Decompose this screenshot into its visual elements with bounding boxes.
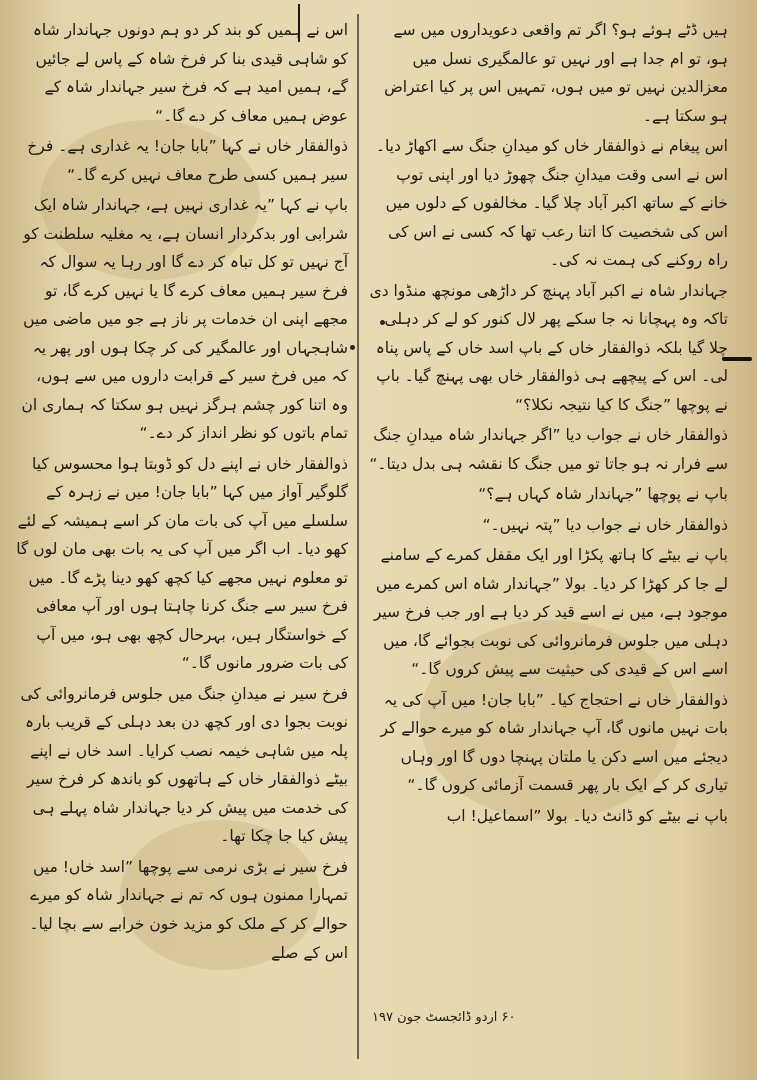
paragraph: باپ نے کہا ”یہ غداری نہیں ہے، جہاندار شاہ ایک شرابی اور بدکردار انسان ہے، یہ مغلیہ سلطنت کو آج نہیں تو کل تباہ کر دے گا اور رہا یہ سوال کہ فرخ سیر ہمیں معاف کرے گا یا نہیں کرے گا، تو مجھے اپنی ان خدمات پر ناز ہے جو میں ماضی میں شاہجہاں اور عالمگیر کی کر چکا ہوں اور پھر یہ کہ میں فرخ سیر کے قرابت داروں میں سے ہوں، وہ اتنا کور چشم ہرگز نہیں ہو سکتا کہ ہماری ان تمام باتوں کو نظر انداز کر دے۔“: [21, 196, 348, 443]
paragraph: باپ نے بیٹے کو ڈانٹ دیا۔ بولا ”اسماعیل! اب: [446, 806, 728, 825]
paragraph: ذوالفقار خاں نے احتجاج کیا۔ ”بابا جان! میں آپ کی یہ بات نہیں مانوں گا، آپ جہاندار شاہ کو میرے حوالے کر دیجئے میں اسے دکن یا ملتان پہنچا دوں گا اور وہاں تیاری کر کے ایک بار پھر قسمت آزمائی کروں گا۔“: [380, 690, 728, 795]
paragraph: فرخ سیر نے میدانِ جنگ میں جلوس فرمانروائی کی نوبت بجوا دی اور کچھ دن بعد دہلی کے قریب بارہ پلہ میں شاہی خیمہ نصب کرایا۔ اسد خاں نے اپنے بیٹے ذوالفقار خاں کے ہاتھوں کو باندھ کر فرخ سیر کی خدمت میں پیش کر دیا جہاندار شاہ پہلے ہی پیش کیا جا چکا تھا۔: [20, 684, 348, 846]
paragraph: ہیں ڈٹے ہوئے ہو؟ اگر تم واقعی دعویداروں میں سے ہو، تو ام جدا ہے اور نہیں تو عالمگیری نسل میں معزالدین نہیں تو میں ہوں، تمہیں اس پر کیا اعتراض ہو سکتا ہے۔: [384, 21, 728, 125]
paragraph: ذوالفقار خاں نے جواب دیا ”اگر جہاندار شاہ میدانِ جنگ سے فرار نہ ہو جاتا تو میں جنگ کا نقشہ ہی بدل دیتا۔“: [369, 426, 728, 473]
right-text-column: [368, 16, 728, 832]
paragraph: جہاندار شاہ نے اکبر آباد پہنچ کر داڑھی مونچھ منڈوا دی تاکہ وہ پہچانا نہ جا سکے پھر لال کنور کو لے کر دہلی چلا گیا بلکہ ذوالفقار خاں کے باپ اسد خاں کے پاس پناہ لی۔ اس کے پیچھے ہی ذوالفقار خاں بھی پہنچ گیا۔ باپ نے پوچھا ”جنگ کا کیا نتیجہ نکلا؟“: [369, 281, 728, 414]
paragraph: اس پیغام نے ذوالفقار خاں کو میدانِ جنگ سے اکھاڑ دیا۔ اس نے اسی وقت میدانِ جنگ چھوڑ دیا اور اپنی توپ خانے کے ساتھ اکبر آباد چلا گیا۔ مخالفوں کے دلوں میں اس کی شخصیت کا اتنا رعب تھا کہ کسی نے اس کی راہ روکنے کی ہمت نہ کی۔: [375, 137, 728, 270]
paragraph: باپ نے پوچھا ”جہاندار شاہ کہاں ہے؟“: [478, 485, 728, 504]
page-footer: ۶۰ اردو ڈائجسٹ جون ۱۹۷: [372, 1010, 516, 1025]
column-divider: [357, 14, 359, 1059]
paragraph: فرخ سیر نے بڑی نرمی سے پوچھا ”اسد خاں! میں تمہارا ممنون ہوں کہ تم نے جہاندار شاہ کو میرے حوالے کر کے ملک کو مزید خون خرابے سے بچا لیا۔ اس کے صلے: [29, 857, 348, 962]
left-text-column: [16, 16, 348, 969]
paragraph: اس نے ہمیں کو بند کر دو ہم دونوں جہاندار شاہ کو شاہی قیدی بنا کر فرخ شاہ کے پاس لے جائیں گے، ہمیں امید ہے کہ فرخ سیر جہاندار شاہ کے عوض ہمیں معاف کر دے گا۔“: [32, 21, 348, 125]
margin-dot: [350, 345, 355, 350]
paragraph: ذوالفقار خاں نے جواب دیا ”پتہ نہیں۔“: [482, 515, 728, 534]
paragraph: ذوالفقار خاں نے کہا ”بابا جان! یہ غداری ہے۔ فرخ سیر ہمیں کسی طرح معاف نہیں کرے گا۔“: [27, 137, 348, 184]
paragraph: ذوالفقار خاں نے اپنے دل کو ڈوبتا ہوا محسوس کیا گلوگیر آواز میں کہا ”بابا جان! میں نے زہرہ کے سلسلے میں آپ کی بات مان کر اسے ہمیشہ کے لئے کھو دیا۔ اب اگر میں آپ کی یہ بات بھی مان لوں گا تو معلوم نہیں مجھے کیا کچھ کھو دینا پڑے گا۔ میں فرخ سیر سے جنگ کرنا چاہتا ہوں اور آپ معافی کے خواستگار ہیں، بہرحال کچھ بھی ہو، میں آپ کی بات ضرور مانوں گا۔“: [16, 454, 348, 673]
paragraph: باپ نے بیٹے کا ہاتھ پکڑا اور ایک مقفل کمرے کے سامنے لے جا کر کھڑا کر دیا۔ بولا ”جہاندار شاہ اس کمرے میں موجود ہے، میں نے اسے قید کر دیا ہے اور جب فرخ سیر دہلی میں جلوس فرمانروائی کی نوبت بجوائے گا، میں اسے اس کے قیدی کی حیثیت سے پیش کروں گا۔“: [373, 546, 728, 679]
